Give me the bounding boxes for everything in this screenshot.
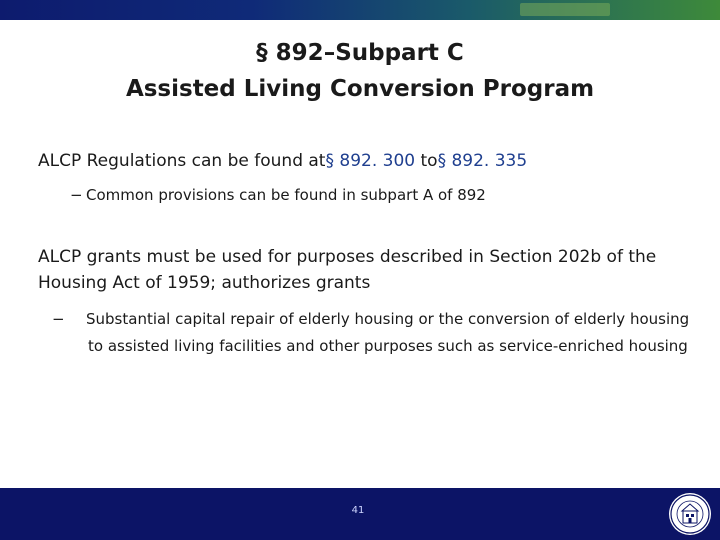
slide-title-line-1: § 892–Subpart C xyxy=(256,40,464,66)
regulation-reference-start: § 892. 300 xyxy=(325,151,416,171)
regulation-reference-end: § 892. 335 xyxy=(437,151,528,171)
header-logo-mark xyxy=(520,3,610,16)
sub-bullet-marker: − xyxy=(52,310,65,328)
bullet-regulations-connector: to xyxy=(415,151,438,171)
sub-bullet-capital-repair-text: Substantial capital repair of elderly housing or the conversion of elderly housing to assisted living facilities and other purposes such as service-enriched housing xyxy=(86,310,690,355)
page-number: 41 xyxy=(351,505,365,516)
hud-seal-icon xyxy=(668,492,712,536)
sub-bullet-marker: − xyxy=(70,186,83,204)
slide-title-line-2: Assisted Living Conversion Program xyxy=(125,76,595,102)
sub-bullet-capital-repair xyxy=(52,306,698,360)
bullet-grant-purposes: ALCP grants must be used for purposes described in Section 202b of the Housing Act of 1959; authorizes grants xyxy=(38,247,657,293)
sub-bullet-common-provisions xyxy=(70,182,670,209)
bullet-regulations xyxy=(38,148,678,174)
sub-bullet-common-provisions-text: Common provisions can be found in subpart A of 892 xyxy=(86,186,486,204)
slide-title xyxy=(0,35,720,107)
header-bar xyxy=(0,0,720,20)
bullet-regulations-text: ALCP Regulations can be found at xyxy=(38,151,326,171)
